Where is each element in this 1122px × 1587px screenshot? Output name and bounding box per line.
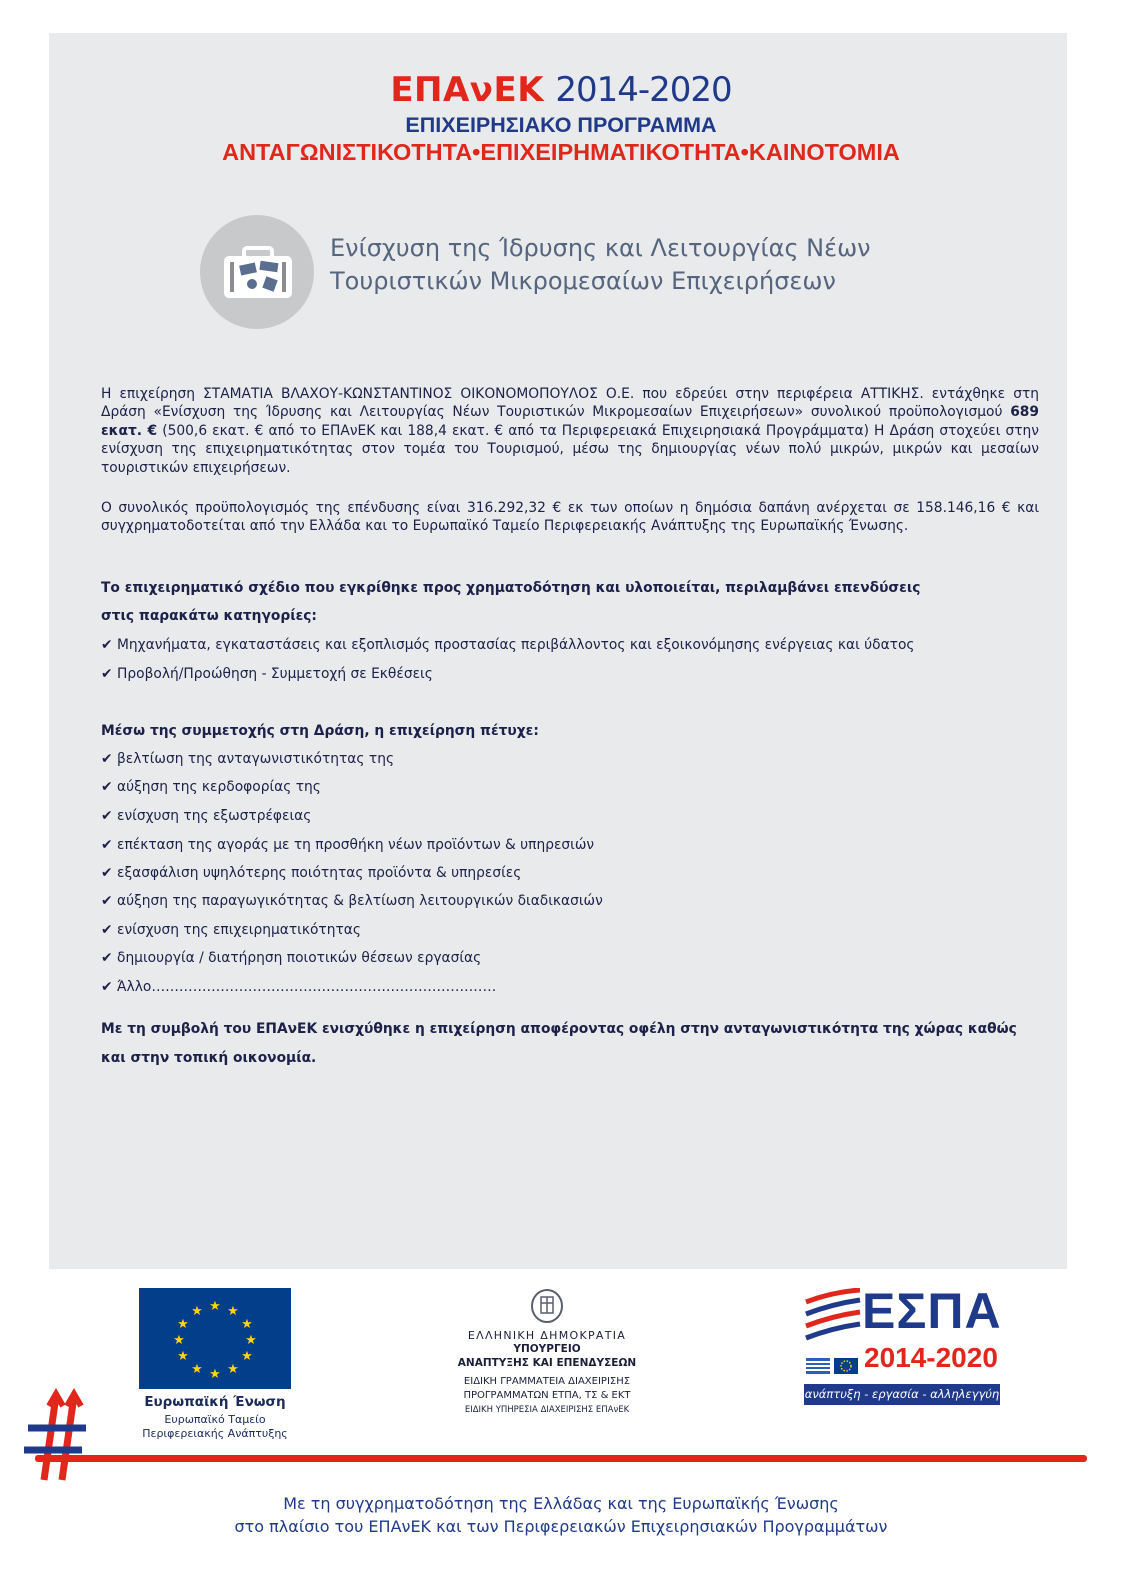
check-icon: ✔ — [101, 979, 113, 995]
plan-heading-line2: στις παρακάτω κατηγορίες: — [101, 608, 317, 624]
eu-fund-name — [125, 1413, 305, 1441]
action-title — [330, 232, 871, 298]
svg-text:★: ★ — [177, 1317, 189, 1332]
result-item — [101, 837, 594, 853]
check-icon: ✔ — [101, 666, 113, 682]
eu-fund-line2: Περιφερειακής Ανάπτυξης — [142, 1427, 288, 1440]
hashtag-icon — [22, 1388, 92, 1483]
check-icon: ✔ — [101, 837, 113, 853]
result-item — [101, 751, 394, 767]
gov-line1: ΕΛΛΗΝΙΚΗ ΔΗΜΟΚΡΑΤΙΑ — [467, 1329, 627, 1342]
eu-fund-line1: Ευρωπαϊκό Ταμείο — [164, 1413, 266, 1426]
gov-line4: ΕΙΔΙΚΗ ΓΡΑΜΜΑΤΕΙΑ ΔΙΑΧΕΙΡΙΣΗΣ — [463, 1376, 631, 1387]
svg-text:★: ★ — [191, 1304, 203, 1319]
closing-line1: Με τη συμβολή του ΕΠΑνΕΚ ενισχύθηκε η επιχείρηση αποφέροντας οφέλη στην ανταγωνιστικότητα της χώρας καθώς — [101, 1021, 1017, 1037]
eu-title: Ευρωπαϊκή Ένωση — [144, 1394, 286, 1410]
suitcase-icon — [222, 244, 294, 300]
result-item — [101, 808, 311, 824]
result-label: ενίσχυση της επιχειρηματικότητας — [117, 922, 361, 938]
action-title-line1: Ενίσχυση της Ίδρυσης και Λειτουργίας Νέων — [330, 234, 871, 262]
svg-text:★: ★ — [227, 1362, 239, 1377]
svg-text:★: ★ — [209, 1367, 221, 1382]
result-item — [101, 865, 521, 881]
category-label: Μηχανήματα, εγκαταστάσεις και εξοπλισμός προστασίας περιβάλλοντος και εξοικονόμησης ενέργειας και ύδατος — [117, 637, 915, 653]
plan-heading-line1: Το επιχειρηματικό σχέδιο που εγκρίθηκε προς χρηματοδότηση και υλοποιείται, περιλαμβάνει επενδύσεις — [101, 580, 921, 596]
check-icon: ✔ — [101, 893, 113, 909]
closing-line2: και στην τοπική οικονομία. — [101, 1050, 317, 1066]
action-title-line2: Τουριστικών Μικρομεσαίων Επιχειρήσεων — [330, 267, 836, 295]
espa-slogan: ανάπτυξη - εργασία - αλληλεγγύη — [804, 1384, 1000, 1405]
check-icon: ✔ — [101, 779, 113, 795]
svg-text:★: ★ — [245, 1333, 257, 1348]
gov-line6: ΕΙΔΙΚΗ ΥΠΗΡΕΣΙΑ ΔΙΑΧΕΙΡΙΣΗΣ ΕΠΑνΕΚ — [464, 1405, 630, 1415]
svg-text:★: ★ — [191, 1362, 203, 1377]
program-logo — [0, 70, 1122, 110]
result-item — [101, 893, 603, 909]
result-item — [101, 922, 361, 938]
espa-wordmark: ΕΣΠΑ — [862, 1283, 1002, 1339]
check-icon: ✔ — [101, 950, 113, 966]
check-icon: ✔ — [101, 808, 113, 824]
gov-line3: ΑΝΑΠΤΥΞΗΣ ΚΑΙ ΕΠΕΝΔΥΣΕΩΝ — [457, 1357, 637, 1369]
result-item — [101, 779, 321, 795]
result-label: βελτίωση της ανταγωνιστικότητας της — [117, 751, 395, 767]
svg-text:★: ★ — [209, 1299, 221, 1314]
svg-text:★: ★ — [241, 1349, 253, 1364]
budget-paragraph: Ο συνολικός προϋπολογισμός της επένδυσης είναι 316.292,32 € εκ των οποίων η δημόσια δαπάνη ανέρχεται σε 158.146,16 € και συγχρηματοδοτείται από την Ελλάδα και το Ευρωπαϊκό Ταμείο Περιφερειακής Ανάπτυξης της Ευρωπαϊκής Ένωσης. — [101, 500, 1039, 535]
results-heading: Μέσω της συμμετοχής στη Δράση, η επιχείρηση πέτυχε: — [101, 723, 539, 739]
greek-emblem-icon — [530, 1288, 564, 1324]
category-label: Προβολή/Προώθηση - Συμμετοχή σε Εκθέσεις — [117, 666, 433, 682]
footer-line1: Με τη συγχρηματοδότηση της Ελλάδας και της Ευρωπαϊκής Ένωσης — [283, 1494, 839, 1513]
result-label: αύξηση της παραγωγικότητας & βελτίωση λειτουργικών διαδικασιών — [117, 893, 603, 909]
svg-text:★: ★ — [241, 1317, 253, 1332]
svg-text:★: ★ — [173, 1333, 185, 1348]
program-years: 2014-2020 — [555, 70, 732, 110]
result-label: Άλλο………………………………………………………………… — [117, 979, 497, 995]
result-item — [101, 950, 481, 966]
intro-budget: 689 εκατ. € — [101, 404, 1039, 439]
intro-text-a: Η επιχείρηση ΣΤΑΜΑΤΙΑ ΒΛΑΧΟΥ-ΚΩΝΣΤΑΝΤΙΝΟΣ ΟΙΚΟΝΟΜΟΠΟΥΛΟΣ Ο.Ε. που εδρεύει στην περιφέρεια ΑΤΤΙΚΗΣ. εντάχθηκε στη Δράση «Ενίσχυση της Ίδρυσης και Λειτουργίας Νέων Τουριστικών Μικρομεσαίων Επιχειρήσεων» συνολικού προϋπολογισμού — [101, 386, 1039, 421]
check-icon: ✔ — [101, 922, 113, 938]
result-item — [101, 979, 496, 995]
program-slogan: ΑΝΤΑΓΩΝΙΣΤΙΚΟΤΗΤΑ•ΕΠΙΧΕΙΡΗΜΑΤΙΚΟΤΗΤΑ•ΚΑΙΝΟΤΟΜΙΑ — [222, 139, 900, 165]
eu-stars-icon — [139, 1288, 291, 1389]
category-item — [101, 637, 915, 653]
check-icon: ✔ — [101, 751, 113, 767]
svg-text:★: ★ — [227, 1304, 239, 1319]
footer-line2: στο πλαίσιο του ΕΠΑνΕΚ και των Περιφερειακών Επιχειρησιακών Προγραμμάτων — [234, 1517, 888, 1536]
gov-line2: ΥΠΟΥΡΓΕΙΟ — [513, 1343, 581, 1355]
eu-flag-logo — [139, 1288, 291, 1389]
result-label: αύξηση της κερδοφορίας της — [117, 779, 321, 795]
result-label: δημιουργία / διατήρηση ποιοτικών θέσεων εργασίας — [117, 950, 482, 966]
result-label: ενίσχυση της εξωστρέφειας — [117, 808, 312, 824]
intro-paragraph — [101, 385, 1039, 477]
result-label: επέκταση της αγοράς με τη προσθήκη νέων προϊόντων & υπηρεσιών — [117, 837, 595, 853]
espa-years: 2014-2020 — [864, 1342, 998, 1373]
category-item — [101, 666, 433, 682]
gov-line5: ΠΡΟΓΡΑΜΜΑΤΩΝ ΕΤΠΑ, ΤΣ & ΕΚΤ — [463, 1390, 631, 1401]
intro-text-b: (500,6 εκατ. € από το ΕΠΑνΕΚ και 188,4 εκατ. € από τα Περιφερειακά Επιχειρησιακά Προγράμματα) Η Δράση στοχεύει στην ενίσχυση της επιχειρηματικότητας στον τομέα του Τουρισμού, μέσω της δημιουργίας νέων πολύ μικρών, μικρών και μεσαίων τουριστικών επιχειρήσεων. — [101, 422, 1039, 476]
result-label: εξασφάλιση υψηλότερης ποιότητας προϊόντα & υπηρεσίες — [117, 865, 522, 881]
check-icon: ✔ — [101, 865, 113, 881]
check-icon: ✔ — [101, 637, 113, 653]
footer-divider — [35, 1455, 1087, 1462]
program-brand: ΕΠΑνΕΚ — [390, 70, 545, 110]
espa-wave-icon — [804, 1288, 864, 1384]
svg-text:★: ★ — [177, 1349, 189, 1364]
program-name: ΕΠΙΧΕΙΡΗΣΙΑΚΟ ΠΡΟΓΡΑΜΜΑ — [405, 113, 717, 137]
